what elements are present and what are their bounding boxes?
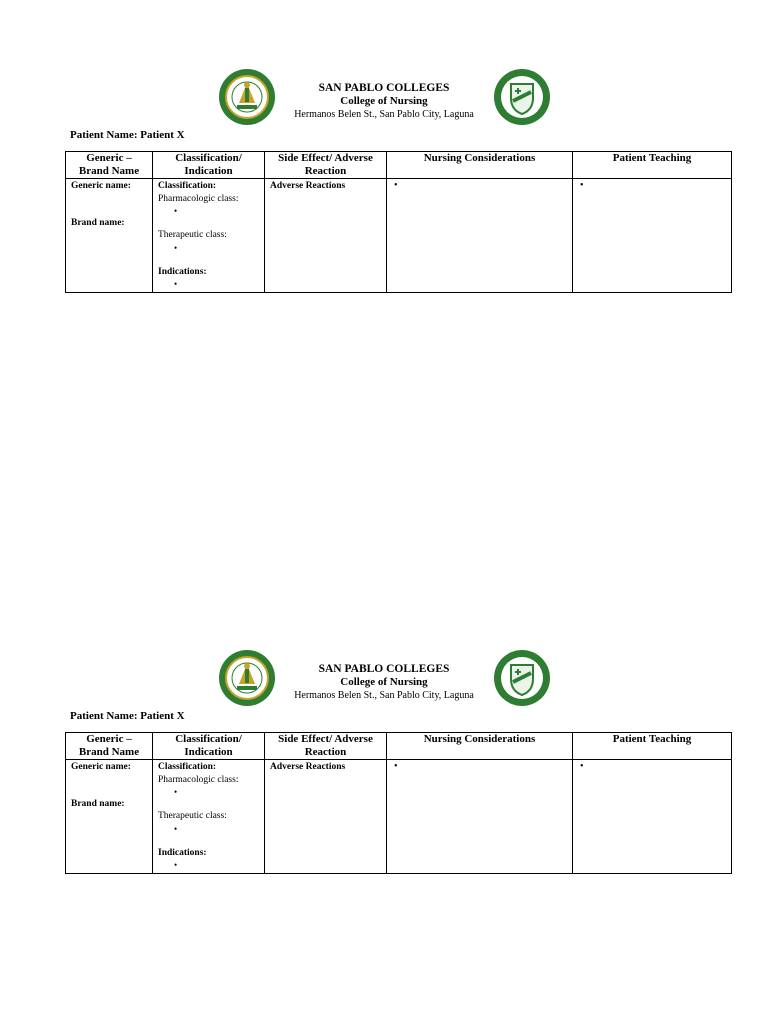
bullet: • <box>174 242 178 253</box>
header-side-effect: Side Effect/ Adverse Reaction <box>265 733 387 760</box>
table-header-row <box>66 733 732 760</box>
header-nursing-considerations: Nursing Considerations <box>387 152 573 179</box>
college-of-nursing-seal-icon <box>493 68 551 126</box>
bullet: • <box>174 823 178 834</box>
table-header-row <box>66 152 732 179</box>
table-row <box>66 760 732 874</box>
bullet: • <box>580 761 584 772</box>
college-name: College of Nursing <box>340 676 428 688</box>
school-address: Hermanos Belen St., San Pablo City, Laguna <box>294 109 474 120</box>
cell-patient-teaching[interactable] <box>573 179 732 293</box>
cell-classification[interactable] <box>153 760 265 874</box>
header-patient-teaching: Patient Teaching <box>573 152 732 179</box>
header-nursing-considerations: Nursing Considerations <box>387 733 573 760</box>
school-name: SAN PABLO COLLEGES <box>318 663 450 675</box>
bullet: • <box>394 761 398 772</box>
header-side-effect: Side Effect/ Adverse Reaction <box>265 152 387 179</box>
header-classification: Classification/ Indication <box>153 152 265 179</box>
san-pablo-colleges-seal-icon <box>218 649 276 707</box>
bullet: • <box>174 206 178 216</box>
cell-adverse-reactions[interactable] <box>265 179 387 293</box>
indications-label: Indications: <box>158 847 207 858</box>
brand-name-label: Brand name: <box>71 798 125 809</box>
drug-study-page-1 <box>0 68 768 368</box>
header-classification: Classification/ Indication <box>153 733 265 760</box>
cell-patient-teaching[interactable] <box>573 760 732 874</box>
brand-name-label: Brand name: <box>71 217 125 228</box>
pharmacologic-class-label: Pharmacologic class: <box>158 193 239 204</box>
drug-study-table <box>65 151 732 293</box>
indications-label: Indications: <box>158 266 207 277</box>
cell-nursing-considerations[interactable] <box>387 179 573 293</box>
adverse-reactions-label: Adverse Reactions <box>270 181 346 191</box>
cell-classification[interactable] <box>153 179 265 293</box>
bullet: • <box>394 180 398 191</box>
pharmacologic-class-label: Pharmacologic class: <box>158 774 239 785</box>
therapeutic-class-label: Therapeutic class: <box>158 811 227 821</box>
adverse-reactions-label: Adverse Reactions <box>270 762 346 772</box>
bullet: • <box>174 787 178 797</box>
header-generic-brand: Generic – Brand Name <box>66 733 153 760</box>
bullet: • <box>580 180 584 191</box>
school-info <box>270 662 498 702</box>
generic-name-label: Generic name: <box>71 762 131 772</box>
drug-study-page-2 <box>0 649 768 949</box>
school-info <box>270 81 498 121</box>
cell-adverse-reactions[interactable] <box>265 760 387 874</box>
drug-study-table <box>65 732 732 874</box>
bullet: • <box>174 279 178 289</box>
header-generic-brand: Generic – Brand Name <box>66 152 153 179</box>
header-patient-teaching: Patient Teaching <box>573 733 732 760</box>
school-address: Hermanos Belen St., San Pablo City, Laguna <box>294 690 474 701</box>
cell-generic-brand[interactable] <box>66 760 153 874</box>
generic-name-label: Generic name: <box>71 181 131 191</box>
classification-label: Classification: <box>158 762 217 772</box>
table-row <box>66 179 732 293</box>
school-name: SAN PABLO COLLEGES <box>318 82 450 94</box>
cell-nursing-considerations[interactable] <box>387 760 573 874</box>
cell-generic-brand[interactable] <box>66 179 153 293</box>
letterhead <box>0 649 768 709</box>
classification-label: Classification: <box>158 181 217 191</box>
college-of-nursing-seal-icon <box>493 649 551 707</box>
san-pablo-colleges-seal-icon <box>218 68 276 126</box>
patient-name: Patient Name: Patient X <box>70 710 185 722</box>
patient-name: Patient Name: Patient X <box>70 129 185 141</box>
therapeutic-class-label: Therapeutic class: <box>158 230 227 240</box>
letterhead <box>0 68 768 128</box>
bullet: • <box>174 860 178 870</box>
college-name: College of Nursing <box>340 95 428 107</box>
